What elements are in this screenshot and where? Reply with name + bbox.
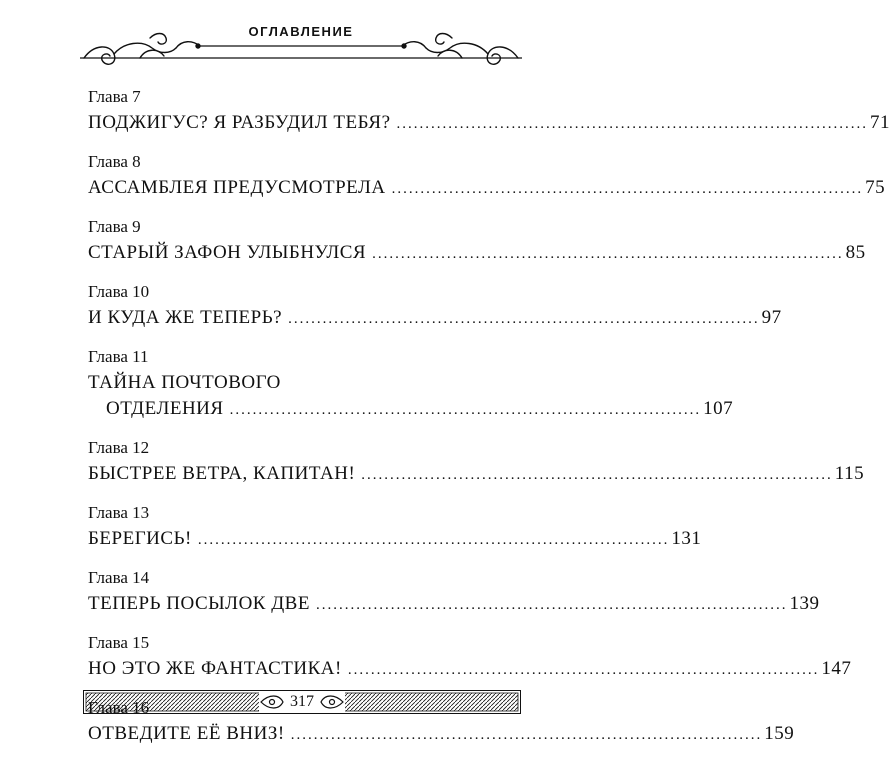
dot-leader: .................................................................................. (290, 727, 763, 743)
page-number: 317 (284, 693, 320, 710)
toc-entry (88, 437, 865, 488)
toc-entry (88, 281, 782, 332)
chapter-page: 139 (789, 593, 820, 614)
dot-leader: .................................................................................. (197, 532, 670, 548)
chapter-label: Глава 9 (88, 217, 141, 236)
running-head-title: ОГЛАВЛЕНИЕ (248, 24, 354, 39)
chapter-title-line-1: ТАЙНА ПОЧТОВОГО (88, 372, 281, 393)
chapter-row (88, 591, 820, 618)
table-of-contents (88, 86, 890, 762)
chapter-label: Глава 11 (88, 347, 149, 366)
chapter-title: И КУДА ЖЕ ТЕПЕРЬ? (88, 307, 283, 328)
chapter-label: Глава 12 (88, 438, 150, 457)
chapter-page: 71 (870, 112, 890, 133)
chapter-page: 97 (761, 307, 782, 328)
chapter-label: Глава 10 (88, 282, 150, 301)
toc-entry (88, 151, 886, 202)
toc-entry (88, 86, 890, 137)
chapter-row (88, 656, 852, 683)
chapter-title-line-2: ОТДЕЛЕНИЯ (106, 398, 224, 419)
chapter-title: СТАРЫЙ ЗАФОН УЛЫБНУЛСЯ (88, 242, 367, 263)
chapter-page: 85 (845, 242, 866, 263)
page-footer (83, 690, 521, 714)
toc-entry (88, 502, 702, 553)
chapter-row (88, 461, 865, 488)
chapter-title: НО ЭТО ЖЕ ФАНТАСТИКА! (88, 658, 342, 679)
dot-leader: .................................................................................. (391, 181, 864, 197)
chapter-title: БЫСТРЕЕ ВЕТРА, КАПИТАН! (88, 463, 356, 484)
chapter-page: 75 (865, 177, 886, 198)
chapter-title: ПОДЖИГУС? Я РАЗБУДИЛ ТЕБЯ? (88, 112, 391, 133)
toc-entry (88, 632, 852, 683)
dot-leader: .................................................................................. (396, 116, 869, 132)
chapter-label: Глава 13 (88, 503, 150, 522)
chapter-label: Глава 8 (88, 152, 141, 171)
chapter-row (88, 396, 734, 423)
chapter-page: 147 (821, 658, 852, 679)
chapter-page: 107 (703, 398, 734, 419)
chapter-title: ТЕПЕРЬ ПОСЫЛОК ДВЕ (88, 593, 310, 614)
chapter-title: ОТВЕДИТЕ ЕЁ ВНИЗ! (88, 723, 285, 744)
chapter-title: БЕРЕГИСЬ! (88, 528, 192, 549)
chapter-page: 115 (834, 463, 865, 484)
chapter-row (88, 240, 866, 267)
chapter-row (88, 110, 890, 137)
chapter-row (88, 526, 702, 553)
page-header (80, 14, 522, 74)
toc-entry (88, 567, 820, 618)
dot-leader: .................................................................................. (347, 662, 820, 678)
chapter-title: АССАМБЛЕЯ ПРЕДУСМОТРЕЛА (88, 177, 386, 198)
dot-leader: .................................................................................. (288, 311, 760, 327)
chapter-row (88, 175, 886, 202)
dot-leader: .................................................................................. (229, 402, 702, 418)
chapter-label: Глава 7 (88, 87, 141, 106)
dot-leader: .................................................................................. (315, 597, 788, 613)
chapter-label: Глава 15 (88, 633, 150, 652)
chapter-row (88, 721, 795, 748)
toc-entry (88, 346, 734, 423)
chapter-page: 159 (764, 723, 795, 744)
toc-entry (88, 216, 866, 267)
chapter-page: 131 (671, 528, 702, 549)
dot-leader: .................................................................................. (372, 246, 844, 262)
ornament-flourish-icon (80, 14, 522, 74)
dot-leader: .................................................................................. (361, 467, 833, 483)
chapter-label: Глава 14 (88, 568, 150, 587)
chapter-row (88, 305, 782, 332)
